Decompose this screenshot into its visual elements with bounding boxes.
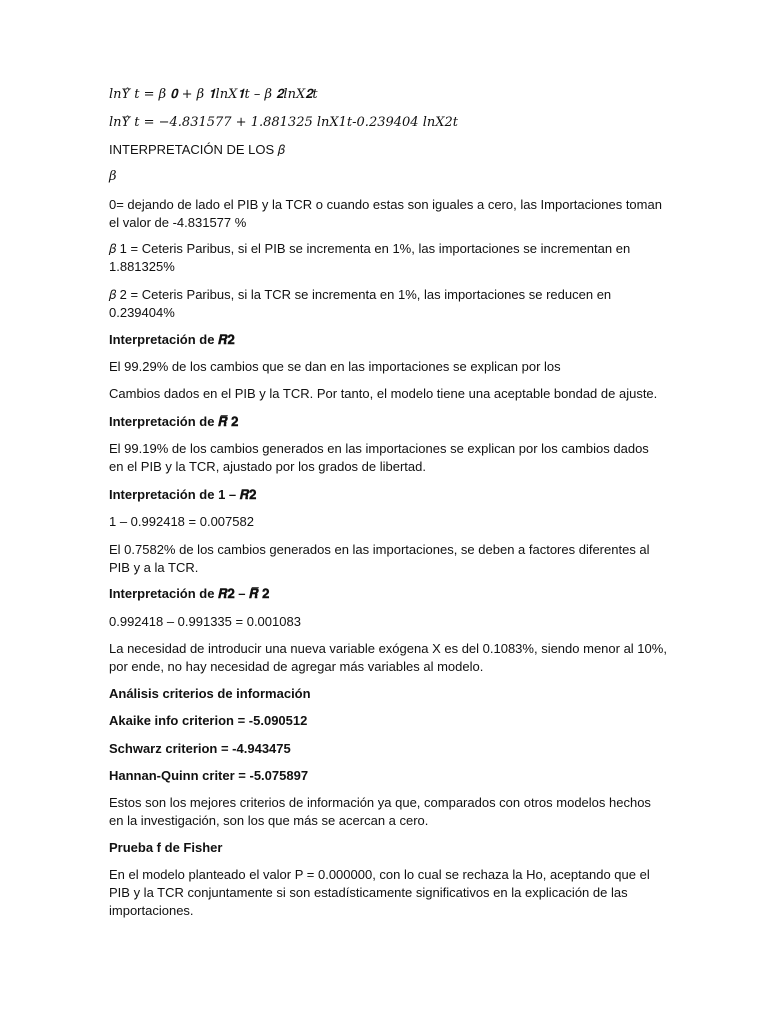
paragraph-beta0: 0= dejando de lado el PIB y la TCR o cuando estas son iguales a cero, las Importaciones toman el valor de -4.831577 %	[109, 197, 662, 230]
akaike-criterion: Akaike info criterion = -5.090512	[109, 713, 308, 728]
heading-info-criteria: Análisis criterios de información	[109, 686, 311, 701]
paragraph-r2-diff: La necesidad de introducir una nueva variable exógena X es del 0.1083%, siendo menor al 10%, por ende, no hay necesidad de agregar más variables al modelo.	[109, 641, 667, 674]
paragraph-beta1: 𝛽 1 = Ceteris Paribus, si el PIB se incrementa en 1%, las importaciones se incrementan en 1.881325%	[109, 241, 631, 274]
regression-equation-estimated: 𝑙𝑛𝑌̂ 𝑡 = −4.831577 + 1.881325 ln𝑋1𝑡-0.239404 ln𝑋2𝑡	[109, 115, 458, 130]
calc-one-minus-r2: 1 – 0.992418 = 0.007582	[109, 514, 254, 529]
hannan-quinn-criterion: Hannan-Quinn criter = -5.075897	[109, 768, 309, 783]
paragraph-info-criteria: Estos son los mejores criterios de información ya que, comparados con otros modelos hechos en la investigación, son los que más se acercan a cero.	[109, 795, 651, 828]
paragraph-beta2: 𝛽 2 = Ceteris Paribus, si la TCR se incrementa en 1%, las importaciones se reducen en 0.239404%	[109, 287, 612, 320]
heading-interpretacion-betas: INTERPRETACIÓN DE LOS 𝛽	[109, 142, 285, 157]
paragraph-r2-line2: Cambios dados en el PIB y la TCR. Por tanto, el modelo tiene una aceptable bondad de ajuste.	[109, 386, 658, 401]
schwarz-criterion: Schwarz criterion = -4.943475	[109, 741, 291, 756]
heading-one-minus-r2: Interpretación de 1 – 𝑹𝟐	[109, 487, 257, 502]
paragraph-r2-line1: El 99.29% de los cambios que se dan en las importaciones se explican por los	[109, 359, 561, 374]
paragraph-fisher: En el modelo planteado el valor P = 0.000000, con lo cual se rechaza la Ho, aceptando que el PIB y la TCR conjuntamente si son estadísticamente significativos en la explicación de las importaciones.	[109, 867, 650, 918]
heading-r2: Interpretación de 𝑹𝟐	[109, 332, 235, 347]
regression-equation-general: 𝑙𝑛𝑌̂ 𝑡 = 𝛽 𝟎 + 𝛽 𝟏𝑙𝑛𝑋𝟏𝑡 – 𝛽 𝟐𝑙𝑛𝑋𝟐𝑡	[109, 87, 318, 102]
calc-r2-diff: 0.992418 – 0.991335 = 0.001083	[109, 614, 301, 629]
heading-r2-adjusted: Interpretación de 𝑹̅ 𝟐	[109, 414, 239, 429]
heading-r2-diff: Interpretación de 𝑹𝟐 – 𝑹̅ 𝟐	[109, 586, 270, 601]
paragraph-one-minus-r2: El 0.7582% de los cambios generados en las importaciones, se deben a factores diferentes al PIB y a la TCR.	[109, 542, 650, 575]
paragraph-r2-adjusted: El 99.19% de los cambios generados en las importaciones se explican por los cambios dados en el PIB y la TCR, ajustado por los grados de libertad.	[109, 441, 649, 474]
heading-fisher: Prueba f de Fisher	[109, 840, 223, 855]
beta-symbol: 𝛽	[109, 169, 117, 184]
